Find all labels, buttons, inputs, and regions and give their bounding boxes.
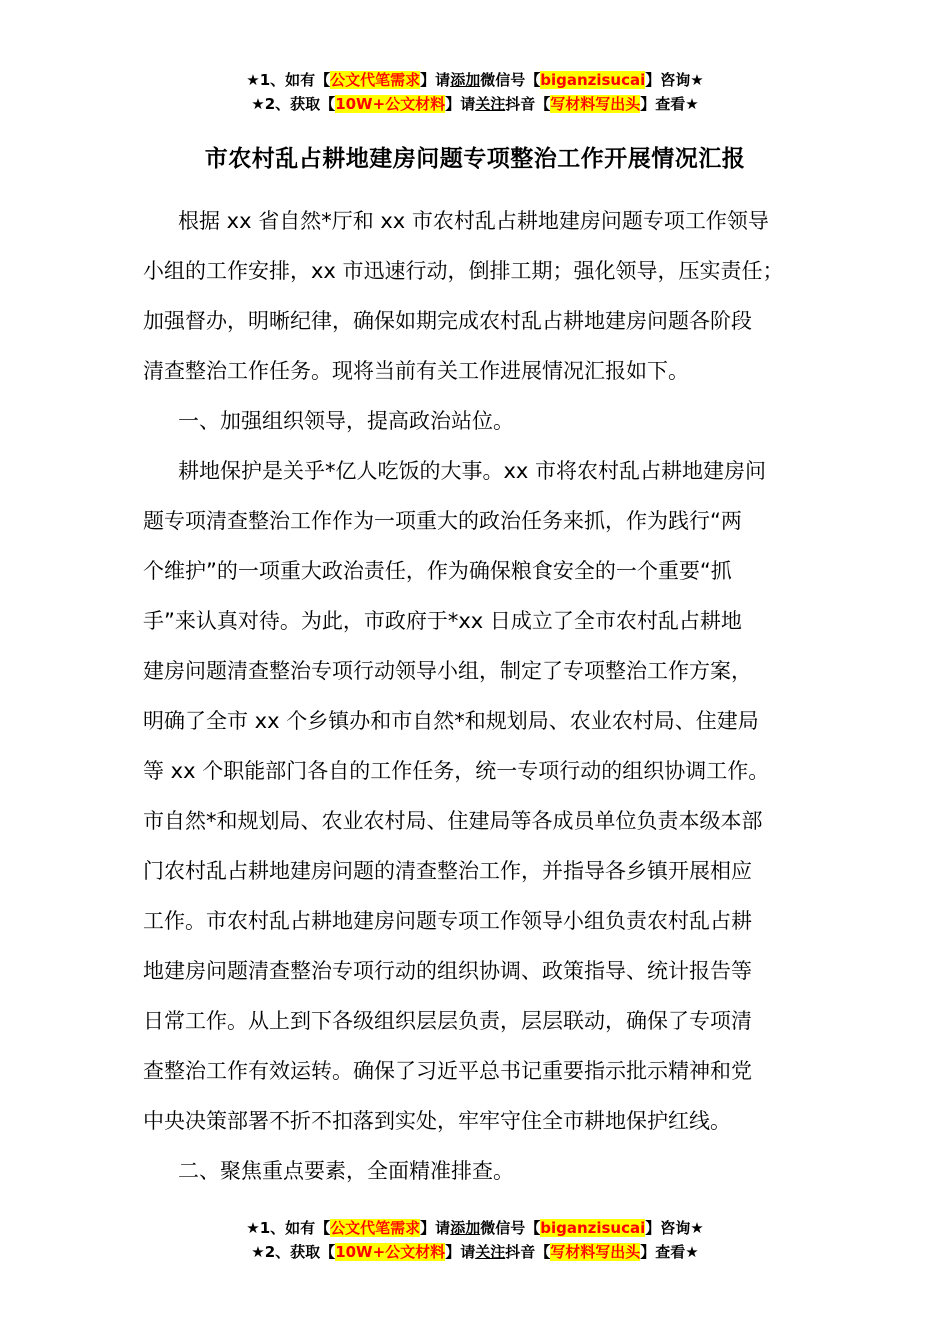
highlight-materials: 10W+公文材料	[335, 95, 446, 113]
paragraph-line: 明确了全市 xx 个乡镇办和市自然*和规划局、农业农村局、住建局	[143, 709, 759, 733]
section-heading: 一、加强组织领导，提高政治站位。	[178, 409, 514, 433]
header-banner	[0, 68, 950, 116]
paragraph-line: 小组的工作安排，xx 市迅速行动，倒排工期；强化领导，压实责任；	[143, 259, 784, 283]
section-heading: 二、聚焦重点要素，全面精准排查。	[178, 1159, 514, 1183]
banner-line-1: ★1、如有【公文代笔需求】请添加微信号【biganzisucai】咨询★	[246, 71, 704, 89]
paragraph-line: 建房问题清查整治专项行动领导小组，制定了专项整治工作方案，	[143, 659, 752, 683]
paragraph-line: 查整治工作有效运转。确保了习近平总书记重要指示批示精神和党	[143, 1059, 752, 1083]
highlight-wechat-id: biganzisucai	[540, 71, 646, 89]
banner-line-1: ★1、如有【公文代笔需求】请添加微信号【biganzisucai】咨询★	[246, 1219, 704, 1237]
paragraph-line: 市自然*和规划局、农业农村局、住建局等各成员单位负责本级本部	[143, 809, 763, 833]
paragraph-line: 地建房问题清查整治专项行动的组织协调、政策指导、统计报告等	[143, 959, 752, 983]
paragraph-line: 等 xx 个职能部门各自的工作任务，统一专项行动的组织协调工作。	[143, 759, 770, 783]
paragraph-line: 门农村乱占耕地建房问题的清查整治工作，并指导各乡镇开展相应	[143, 859, 752, 883]
highlight-douyin-id: 写材料写出头	[550, 1243, 641, 1261]
paragraph-line: 清查整治工作任务。现将当前有关工作进展情况汇报如下。	[143, 359, 689, 383]
banner-line-2: ★2、获取【10W+公文材料】请关注抖音【写材料写出头】查看★	[251, 95, 699, 113]
document-body	[143, 196, 843, 1196]
footer-banner	[0, 1216, 950, 1264]
document-title: 市农村乱占耕地建房问题专项整治工作开展情况汇报	[204, 146, 746, 172]
paragraph-line: 题专项清查整治工作作为一项重大的政治任务来抓，作为践行“两	[143, 509, 742, 533]
highlight-service: 公文代笔需求	[330, 1219, 421, 1237]
paragraph-line: 耕地保护是关乎*亿人吃饭的大事。xx 市将农村乱占耕地建房问	[178, 459, 767, 483]
paragraph-line: 日常工作。从上到下各级组织层层负责，层层联动，确保了专项清	[143, 1009, 752, 1033]
paragraph-line: 工作。市农村乱占耕地建房问题专项工作领导小组负责农村乱占耕	[143, 909, 752, 933]
highlight-wechat-id: biganzisucai	[540, 1219, 646, 1237]
highlight-service: 公文代笔需求	[330, 71, 421, 89]
paragraph-line: 根据 xx 省自然*厅和 xx 市农村乱占耕地建房问题专项工作领导	[178, 209, 769, 233]
highlight-materials: 10W+公文材料	[335, 1243, 446, 1261]
highlight-douyin-id: 写材料写出头	[550, 95, 641, 113]
paragraph-line: 手”来认真对待。为此，市政府于*xx 日成立了全市农村乱占耕地	[143, 609, 742, 633]
paragraph-line: 个维护”的一项重大政治责任，作为确保粮食安全的一个重要“抓	[143, 559, 732, 583]
banner-line-2: ★2、获取【10W+公文材料】请关注抖音【写材料写出头】查看★	[251, 1243, 699, 1261]
paragraph-line: 加强督办，明晰纪律，确保如期完成农村乱占耕地建房问题各阶段	[143, 309, 752, 333]
paragraph-line: 中央决策部署不折不扣落到实处，牢牢守住全市耕地保护红线。	[143, 1109, 731, 1133]
